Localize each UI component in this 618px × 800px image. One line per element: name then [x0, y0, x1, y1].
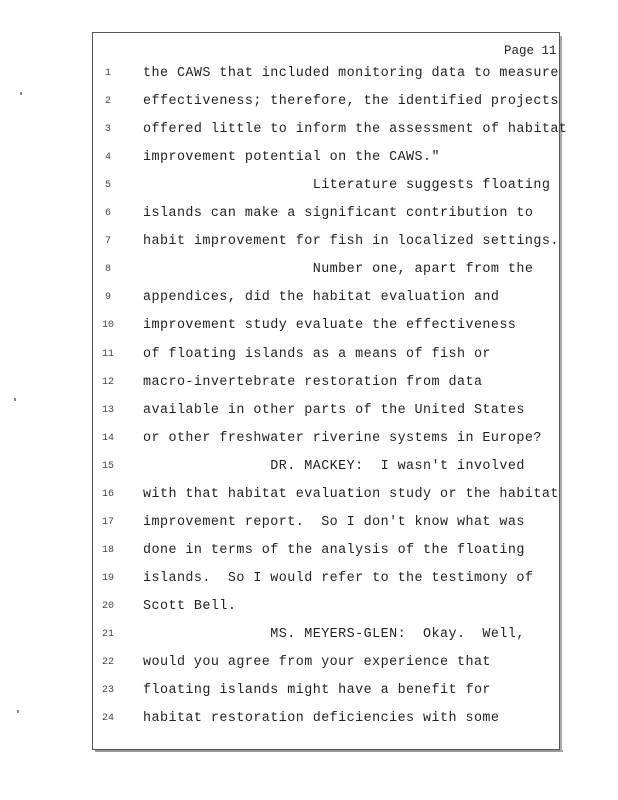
transcript-line [0, 571, 618, 589]
page-number-label: Page 11 [504, 44, 557, 58]
line-text: habit improvement for fish in localized settings. [143, 234, 559, 250]
scan-speck [17, 710, 19, 713]
scan-speck [14, 398, 16, 401]
transcript-line [0, 459, 618, 477]
line-number: 20 [101, 600, 114, 612]
line-number: 14 [101, 432, 114, 444]
transcript-line [0, 94, 618, 112]
line-text: effectiveness; therefore, the identified projects [143, 94, 559, 110]
frame-bottom-shadow [95, 750, 563, 752]
line-number: 11 [101, 348, 114, 360]
line-number: 1 [104, 68, 111, 79]
line-text: done in terms of the analysis of the floating [143, 542, 525, 558]
transcript-line [0, 290, 618, 308]
line-text: floating islands might have a benefit for [143, 683, 491, 699]
line-text: the CAWS that included monitoring data to measure [143, 66, 559, 81]
line-text: or other freshwater riverine systems in Europe? [143, 430, 542, 446]
transcript-line [0, 150, 618, 168]
transcript-line [0, 431, 618, 449]
line-text: MS. MEYERS-GLEN: Okay. Well, [143, 627, 525, 642]
line-number: 19 [101, 572, 114, 584]
line-number: 12 [101, 376, 114, 388]
line-number: 2 [104, 96, 111, 108]
line-text: habitat restoration deficiencies with some [143, 711, 500, 727]
line-text: improvement study evaluate the effectiveness [143, 318, 517, 334]
line-number: 6 [104, 208, 111, 220]
line-number: 23 [101, 685, 114, 697]
line-number: 15 [101, 460, 114, 472]
line-text: Scott Bell. [143, 598, 237, 614]
transcript-line [0, 711, 618, 729]
transcript-line [0, 403, 618, 421]
transcript-line [0, 318, 618, 336]
line-number: 16 [101, 488, 114, 500]
scan-speck [20, 92, 22, 95]
transcript-line [0, 599, 618, 617]
line-text: appendices, did the habitat evaluation and [143, 290, 500, 306]
transcript-line [0, 487, 618, 505]
transcript-line [0, 515, 618, 533]
transcript-line [0, 375, 618, 393]
line-text: islands. So I would refer to the testimony of [143, 570, 534, 586]
line-number: 10 [101, 320, 114, 332]
line-number: 22 [101, 657, 114, 669]
line-number: 17 [101, 516, 114, 528]
line-number: 4 [104, 152, 111, 164]
transcript-line [0, 543, 618, 561]
line-number: 18 [101, 544, 114, 556]
transcript-line [0, 347, 618, 365]
line-number: 13 [101, 404, 114, 416]
line-number: 21 [101, 629, 114, 640]
transcript-line [0, 234, 618, 252]
transcript-line [0, 627, 618, 645]
line-number: 8 [104, 264, 111, 276]
line-text: improvement potential on the CAWS." [143, 150, 440, 166]
transcript-line [0, 262, 618, 280]
line-text: macro-invertebrate restoration from data [143, 374, 483, 390]
line-text: of floating islands as a means of fish or [143, 346, 491, 362]
line-text: would you agree from your experience that [143, 655, 491, 671]
line-number: 24 [101, 713, 114, 725]
line-text: improvement report. So I don't know what was [143, 514, 525, 530]
transcript-line [0, 122, 618, 140]
line-text: DR. MACKEY: I wasn't involved [143, 458, 525, 474]
line-text: with that habitat evaluation study or the habitat [143, 486, 559, 502]
line-text: islands can make a significant contribution to [143, 206, 534, 222]
line-number: 9 [104, 292, 111, 304]
line-number: 3 [104, 124, 111, 136]
line-number: 5 [104, 180, 111, 192]
transcript-line [0, 206, 618, 224]
transcript-line [0, 66, 618, 84]
transcript-line [0, 178, 618, 196]
line-text: Number one, apart from the [143, 262, 534, 278]
transcript-line [0, 683, 618, 701]
line-text: available in other parts of the United States [143, 402, 525, 418]
line-text: offered little to inform the assessment of habitat [143, 122, 568, 138]
line-number: 7 [104, 236, 111, 248]
line-text: Literature suggests floating [143, 178, 551, 194]
transcript-line [0, 655, 618, 673]
